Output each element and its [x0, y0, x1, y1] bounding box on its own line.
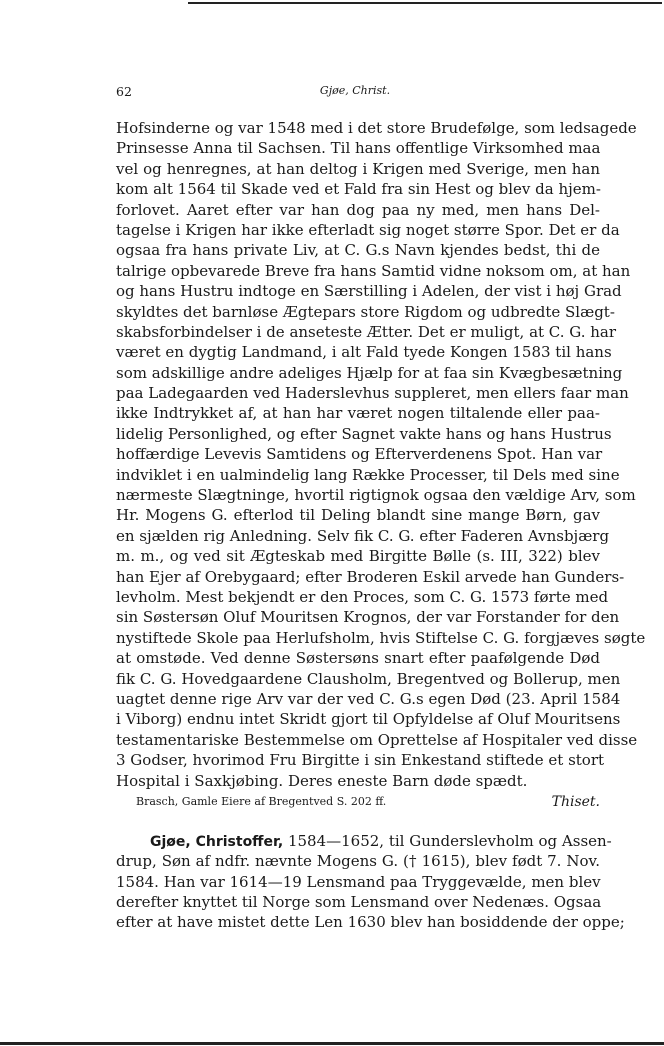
- text-line: derefter knyttet til Norge som Lensmand over Nedenæs. Ogsaa: [116, 893, 602, 912]
- text-line: 1584. Han var 1614—19 Lensmand paa Tryggevælde, men blev: [116, 872, 601, 891]
- text-line: og hans Hustru indtoge en Særstilling i Adelen, der vist i høj Grad: [116, 282, 622, 301]
- body-text: [116, 118, 646, 933]
- entry-gjoe-christen: [116, 118, 646, 812]
- text-line: Hr. Mogens G. efterlod til Deling blandt sine mange Børn, gav: [116, 506, 600, 525]
- text-line: at omstøde. Ved denne Søstersøns snart efter paafølgende Død: [116, 649, 600, 668]
- running-head: Gjøe, Christ.: [319, 84, 391, 97]
- text-line: uagtet denne rige Arv var der ved C. G.s egen Død (23. April 1584: [116, 689, 621, 708]
- text-line: fik C. G. Hovedgaardene Clausholm, Bregentved og Bollerup, men: [116, 669, 621, 688]
- text-line: tagelse i Krigen har ikke efterladt sig noget større Spor. Det er da: [116, 220, 620, 239]
- text-line: i Viborg) endnu intet Skridt gjort til Opfyldelse af Oluf Mouritsens: [116, 710, 621, 729]
- text-line: som adskillige andre adeliges Hjælp for at faa sin Kvægbesætning: [116, 363, 623, 382]
- text-line: Hofsinderne og var 1548 med i det store Brudefølge, som ledsagede: [116, 119, 637, 137]
- text-line: ikke Indtrykket af, at han har været nogen tiltalende eller paa-: [116, 404, 600, 423]
- entry-name: Gjøe, Christoffer,: [150, 833, 284, 850]
- text-line: paa Ladegaarden ved Haderslevhus suppleret, men ellers faar man: [116, 384, 629, 403]
- top-rule: [188, 2, 662, 4]
- entry-heading-line: [116, 831, 612, 851]
- text-line: været en dygtig Landmand, i alt Fald tyede Kongen 1583 til hans: [116, 343, 612, 362]
- entry-heading-rest: 1584—1652, til Gunderslevholm og Assen-: [283, 831, 612, 850]
- text-line: en sjælden rig Anledning. Selv fik C. G. efter Faderen Avnsbjærg: [116, 526, 610, 545]
- text-line: kom alt 1564 til Skade ved et Fald fra sin Hest og blev da hjem-: [116, 180, 601, 199]
- text-line: testamentariske Bestemmelse om Oprettelse af Hospitaler ved disse: [116, 730, 638, 749]
- bottom-rule: [0, 1042, 664, 1045]
- text-line: forlovet. Aaret efter var han dog paa ny med, men hans Del-: [116, 200, 600, 219]
- text-line: Prinsesse Anna til Sachsen. Til hans offentlige Virksomhed maa: [116, 139, 601, 158]
- text-line: talrige opbevarede Breve fra hans Samtid vidne noksom om, at han: [116, 261, 631, 280]
- text-line: lidelig Personlighed, og efter Sagnet vakte hans og hans Hustrus: [116, 424, 612, 443]
- text-line: 3 Godser, hvorimod Fru Birgitte i sin Enkestand stiftede et stort: [116, 751, 605, 770]
- text-line: vel og henregnes, at han deltog i Krigen med Sverige, men han: [116, 159, 600, 178]
- text-line: nystiftede Skole paa Herlufsholm, hvis Stiftelse C. G. forgjæves søgte: [116, 628, 646, 647]
- text-line: drup, Søn af ndfr. nævnte Mogens G. († 1615), blev født 7. Nov.: [116, 852, 600, 871]
- text-line: indviklet i en ualmindelig lang Række Processer, til Dels med sine: [116, 465, 620, 484]
- page-number: 62: [116, 84, 132, 99]
- text-line: sin Søstersøn Oluf Mouritsen Krognos, der var Forstander for den: [116, 608, 620, 627]
- text-line: efter at have mistet dette Len 1630 blev han bosiddende der oppe;: [116, 913, 625, 932]
- text-line: hoffærdige Levevis Samtidens og Efterverdenens Spot. Han var: [116, 445, 603, 464]
- entry-gjoe-christoffer: [116, 831, 625, 933]
- source-reference-line: [116, 792, 600, 812]
- author-signature: Thiset.: [551, 793, 600, 810]
- text-line: han Ejer af Orebygaard; efter Broderen Eskil arvede han Gunders-: [116, 567, 625, 586]
- text-line: m. m., og ved sit Ægteskab med Birgitte Bølle (s. III, 322) blev: [116, 547, 600, 566]
- text-line: nærmeste Slægtninge, hvortil rigtignok ogsaa den vældige Arv, som: [116, 486, 636, 505]
- text-line: Hospital i Saxkjøbing. Deres eneste Barn døde spædt.: [116, 771, 528, 790]
- text-line: skyldtes det barnløse Ægtepars store Rigdom og udbredte Slægt-: [116, 302, 615, 321]
- text-line: skabsforbindelser i de anseteste Ætter. Det er muligt, at C. G. har: [116, 322, 617, 341]
- text-line: ogsaa fra hans private Liv, at C. G.s Navn kjendes bedst, thi de: [116, 241, 600, 260]
- source-reference: Brasch, Gamle Eiere af Bregentved S. 202 ff.: [136, 794, 387, 808]
- text-line: levholm. Mest bekjendt er den Proces, som C. G. 1573 førte med: [116, 587, 609, 606]
- page-header: [116, 84, 594, 104]
